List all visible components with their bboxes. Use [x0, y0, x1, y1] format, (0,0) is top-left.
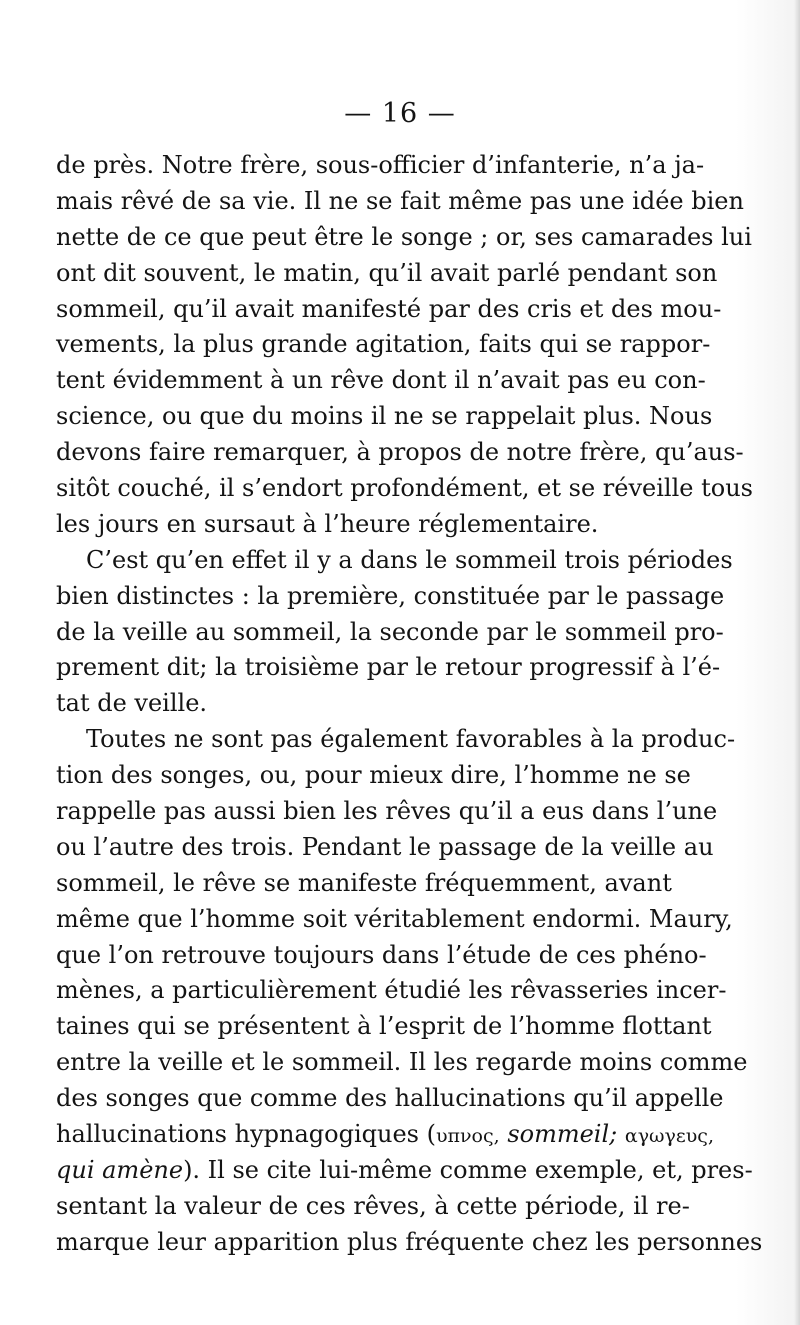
text-line: sentant la valeur de ces rêves, à cette période, il re- — [56, 1191, 690, 1220]
text-line: de près. Notre frère, sous-officier d’infanterie, n’a ja- — [56, 151, 705, 179]
greek-word: υπνος, — [435, 1125, 500, 1148]
text-line: des songes que comme des hallucinations qu’il appelle — [56, 1084, 724, 1113]
text-line: Toutes ne sont pas également favorables à la produc- — [86, 725, 736, 754]
text-line: C’est qu’en effet il y a dans le sommeil trois périodes — [86, 545, 733, 574]
line-text: ). Il se cite lui-même comme exemple, et, pres- — [183, 1155, 753, 1184]
text-line: vements, la plus grande agitation, faits qui se rappor- — [56, 330, 711, 359]
text-line: mènes, a particulièrement étudié les rêvasseries incer- — [56, 976, 727, 1005]
text-line: bien distinctes : la première, constituée par le passage — [56, 581, 725, 610]
text-line: tat de veille. — [56, 689, 208, 718]
text-line: entre la veille et le sommeil. Il les regarde moins comme — [56, 1048, 748, 1077]
page-number: — 16 — — [344, 98, 456, 129]
text-line: nette de ce que peut être le songe ; or, ses camarades lui — [56, 222, 752, 251]
text-line: mais rêvé de sa vie. Il ne se fait même pas une idée bien — [56, 186, 744, 215]
text-line: tion des songes, ou, pour mieux dire, l’homme ne se — [56, 761, 691, 790]
italic-word: sommeil; — [499, 1120, 625, 1149]
greek-word: αγωγευς, — [624, 1125, 714, 1148]
text-line: taines qui se présentent à l’esprit de l’homme flottant — [56, 1012, 712, 1041]
text-line: de la veille au sommeil, la seconde par le sommeil pro- — [56, 617, 724, 646]
text-line: ou l’autre des trois. Pendant le passage de la veille au — [56, 832, 714, 861]
italic-phrase: qui amène — [56, 1155, 184, 1184]
page-edge-shadow — [794, 0, 800, 1325]
text-line: tent évidemment à un rêve dont il n’avait pas eu con- — [56, 366, 706, 395]
line-text: hallucinations hypnagogiques ( — [56, 1120, 436, 1149]
text-line — [56, 1117, 714, 1153]
text-line: sitôt couché, il s’endort profondément, et se réveille tous — [56, 474, 753, 503]
text-line: les jours en sursaut à l’heure réglementaire. — [56, 509, 599, 538]
text-line: prement dit; la troisième par le retour progressif à l’é- — [56, 653, 721, 682]
text-line: marque leur apparition plus fréquente chez les personnes — [56, 1227, 763, 1256]
text-line: que l’on retrouve toujours dans l’étude de ces phéno- — [56, 940, 707, 969]
text-line: sommeil, le rêve se manifeste fréquemment, avant — [56, 868, 672, 897]
text-line: devons faire remarquer, à propos de notre frère, qu’aus- — [56, 438, 744, 467]
text-line: ont dit souvent, le matin, qu’il avait parlé pendant son — [56, 258, 718, 287]
text-line: science, ou que du moins il ne se rappelait plus. Nous — [56, 402, 713, 431]
body-text — [56, 148, 763, 1261]
text-line: sommeil, qu’il avait manifesté par des cris et des mou- — [56, 294, 722, 323]
text-line: même que l’homme soit véritablement endormi. Maury, — [56, 904, 733, 933]
text-line — [56, 1153, 753, 1189]
text-line: rappelle pas aussi bien les rêves qu’il a eus dans l’une — [56, 797, 718, 826]
